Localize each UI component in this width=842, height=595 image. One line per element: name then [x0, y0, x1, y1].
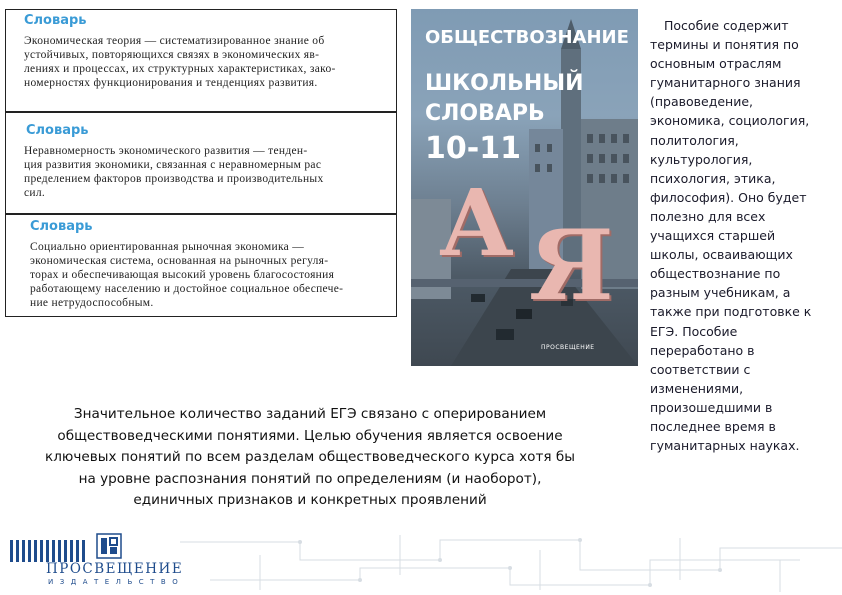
dictionary-line: Неравномерность экономического развития — тенден-: [24, 145, 308, 157]
dictionary-line: ция развития экономики, связанная с неравномерным рас: [24, 159, 322, 171]
publisher-subtitle: ИЗДАТЕЛЬСТВО: [48, 578, 185, 586]
dictionary-card-economic-theory: [5, 9, 397, 112]
book-description-text: Пособие содержит термины и понятия по основным отраслям гуманитарного знания (правоведение, экономика, социология, политология, культурология, психология, этика, философия). Оно будет полезно для всех учащихся старшей школы, осваивающих обществознание по разным учебникам, а также при подготовке к ЕГЭ. Пособие переработано в соответствии с изменениями, произошедшими в последнее время в гуманитарных науках.: [650, 18, 812, 454]
book-cover: [411, 9, 638, 366]
dictionary-card-social-market-economy: [5, 214, 397, 317]
dictionary-line: номерностях функционирования и тенденциях развития.: [24, 77, 318, 89]
dictionary-line: пределением факторов производства и производительных: [24, 173, 324, 185]
dictionary-line: Экономическая теория — систематизированное знание об: [24, 35, 325, 47]
dictionary-card-title: Словарь: [26, 123, 89, 138]
dictionary-line: устойчивых, повторяющихся связях в экономических яв-: [24, 49, 320, 61]
paragraph-line: обществоведческими понятиями. Целью обучения является освоение: [57, 427, 563, 444]
book-letter-a: А: [439, 169, 514, 277]
paragraph-line: ключевых понятий по всем разделам обществоведческого курса хотя бы: [45, 449, 575, 465]
book-title-grades: 10-11: [425, 131, 521, 166]
book-publisher-mark: ПРОСВЕЩЕНИЕ: [541, 344, 595, 351]
book-description: [650, 16, 818, 455]
dictionary-card-body: [24, 34, 386, 90]
paragraph-line: Значительное количество заданий ЕГЭ связано с оперированием: [73, 406, 547, 422]
dictionary-card-uneven-development: [5, 112, 397, 214]
circuit-decoration: [180, 530, 842, 595]
dictionary-card-title: Словарь: [30, 219, 93, 234]
paragraph-line: единичных признаков и конкретных проявлений: [133, 492, 487, 508]
ege-paragraph: [20, 404, 600, 512]
dictionary-line: Социально ориентированная рыночная экономика —: [30, 241, 305, 253]
dictionary-card-body: [24, 144, 386, 200]
dictionary-line: сил.: [24, 187, 46, 199]
dictionary-card-title: Словарь: [24, 13, 87, 28]
dictionary-line: экономическая система, основанная на рыночных регуля-: [30, 255, 329, 267]
dictionary-line: лениях и процессах, их структурных характеристиках, зако-: [24, 63, 336, 75]
publisher-emblem-icon: [96, 533, 122, 559]
footer: [0, 530, 842, 595]
dictionary-line: торах и обеспечивающая высокий уровень благосостояния: [30, 269, 335, 281]
paragraph-line: на уровне распознания понятий по определениям (и наоборот),: [78, 470, 542, 487]
dictionary-card-body: [30, 240, 386, 310]
book-title-dictionary: СЛОВАРЬ: [425, 101, 545, 126]
dictionary-line: работающему населению и достойное социальное обеспече-: [30, 283, 344, 295]
book-letter-ya: Я: [529, 209, 614, 322]
book-title-subject: ОБЩЕСТВОЗНАНИЕ: [425, 27, 629, 48]
book-title-school: ШКОЛЬНЫЙ: [425, 71, 584, 96]
dictionary-line: ние нетрудоспособным.: [30, 297, 154, 309]
publisher-name: ПРОСВЕЩЕНИЕ: [46, 561, 184, 577]
